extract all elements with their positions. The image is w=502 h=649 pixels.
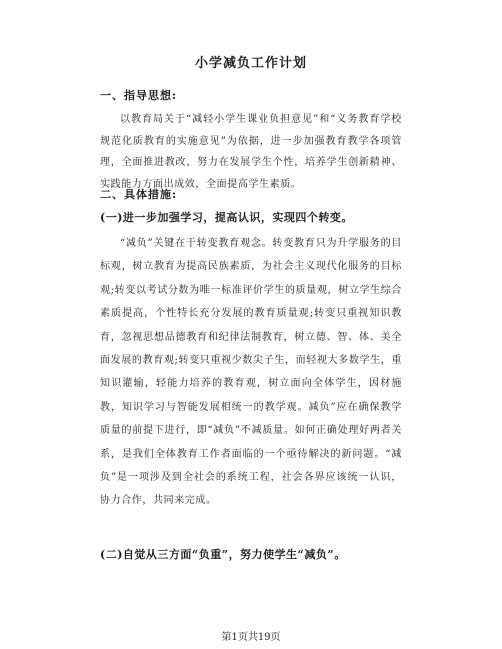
document-title: 小学减负工作计划 bbox=[194, 56, 307, 71]
subsection-1-paragraph bbox=[100, 232, 402, 513]
section-heading-guiding-ideology: 一、指导思想: bbox=[100, 89, 178, 102]
paragraph-text: 以教育局关于“减轻小学生课业负担意见”和“义务教育学校规范化质教育的实施意见”为依据，进一步加强教育教学各项管理，全面推进教改，努力在发展学生个性，培养学生创新精神、实践能力方面出成效，全面提高学生素质。 bbox=[100, 114, 402, 190]
subsection-heading-1: (一)进一步加强学习，提高认识，实现四个转变。 bbox=[100, 211, 353, 224]
paragraph-text: “减负”关键在于转变教育观念。转变教育只为升学服务的目标观，树立教育为提高民族素质，为社会主义现代化服务的目标观;转变以考试分数为唯一标准评价学生的质量观，树立学生综合素质提高，个性特长充分发展的教育质量观;转变只重视知识教育，忽视思想品德教育和纪律法制教育，树立德、智、体、美全面发展的教育观;转变只重视少数尖子生，而轻视大多数学生，重知识灌输，轻能力培养的教育观，树立面向全体学生，因材施教，知识学习与智能发展相统一的教学观。减负”应在确保教学质量的前提下进行，即“减负”不减质量。如何正确处理好两者关系，是我们全体教育工作者面临的一个亟待解决的新问题。“减负”是一项涉及到全社会的系统工程，社会各界应该统一认识，协力合作，共同来完成。 bbox=[100, 238, 402, 507]
page-number-footer: 第1页共19页 bbox=[221, 632, 281, 643]
guiding-ideology-paragraph bbox=[100, 109, 402, 195]
section-heading-specific-measures: 二、具体措施: bbox=[100, 188, 178, 201]
subsection-heading-2: (二)自觉从三方面“负重”，努力使学生“减负”。 bbox=[100, 548, 346, 561]
